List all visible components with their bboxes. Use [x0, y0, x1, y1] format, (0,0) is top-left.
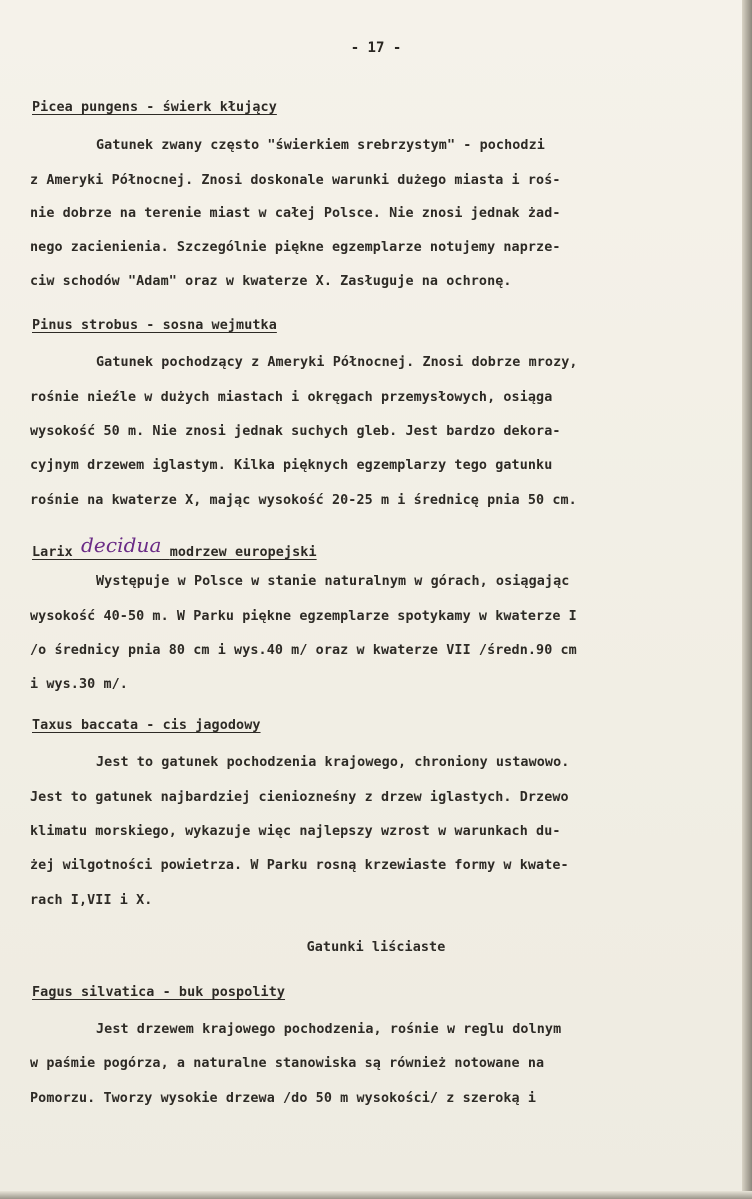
text-line: Pomorzu. Tworzy wysokie drzewa /do 50 m wysokości/ z szeroką i	[30, 1091, 537, 1106]
text-line: w paśmie pogórza, a naturalne stanowiska są również notowane na	[30, 1056, 545, 1071]
text-line: klimatu morskiego, wykazuje więc najlepszy wzrost w warunkach du-	[30, 824, 561, 839]
heading-picea: Picea pungens - świerk kłujący	[32, 100, 277, 115]
text-line: Gatunek zwany często "świerkiem srebrzystym" - pochodzi	[96, 138, 545, 153]
text-line: wysokość 50 m. Nie znosi jednak suchych gleb. Jest bardzo dekora-	[30, 424, 561, 439]
page-edge-right	[742, 0, 752, 1199]
heading-pinus: Pinus strobus - sosna wejmutka	[32, 318, 277, 333]
text-line: Jest to gatunek najbardziej cieniozneśny z drzew iglastych. Drzewo	[30, 790, 569, 805]
handwritten-correction: decidua	[80, 533, 162, 557]
text-line: i wys.30 m/.	[30, 677, 128, 692]
heading-larix-common: modrzew europejski	[169, 545, 317, 560]
page-edge-bottom	[0, 1191, 752, 1199]
text-line: Gatunek pochodzący z Ameryki Północnej. Znosi dobrze mrozy,	[96, 355, 578, 370]
text-line: Jest drzewem krajowego pochodzenia, rośnie w reglu dolnym	[96, 1022, 562, 1037]
text-line: żej wilgotności powietrza. W Parku rosną krzewiaste formy w kwate-	[30, 858, 569, 873]
page-number: - 17 -	[350, 40, 402, 56]
section-subtitle: Gatunki liściaste	[306, 940, 446, 955]
text-line: rośnie nieźle w dużych miastach i okręgach przemysłowych, osiąga	[30, 390, 553, 405]
heading-taxus: Taxus baccata - cis jagodowy	[32, 718, 261, 733]
text-line: Występuje w Polsce w stanie naturalnym w górach, osiągając	[96, 574, 570, 589]
text-line: rośnie na kwaterze X, mając wysokość 20-25 m i średnicę pnia 50 cm.	[30, 493, 577, 508]
text-line: Jest to gatunek pochodzenia krajowego, chroniony ustawowo.	[96, 755, 570, 770]
text-line: nego zacienienia. Szczególnie piękne egzemplarze notujemy naprze-	[30, 240, 561, 255]
text-line: nie dobrze na terenie miast w całej Polsce. Nie znosi jednak żad-	[30, 206, 561, 221]
heading-fagus: Fagus silvatica - buk pospolity	[32, 985, 286, 1000]
text-line: cyjnym drzewem iglastym. Kilka pięknych egzemplarzy tego gatunku	[30, 458, 553, 473]
text-line: rach I,VII i X.	[30, 893, 153, 908]
text-line: /o średnicy pnia 80 cm i wys.40 m/ oraz w kwaterze VII /średn.90 cm	[30, 643, 577, 658]
text-line: wysokość 40-50 m. W Parku piękne egzemplarze spotykamy w kwaterze I	[30, 609, 577, 624]
heading-larix	[32, 533, 317, 561]
heading-larix-genus: Larix	[32, 545, 73, 560]
text-line: ciw schodów "Adam" oraz w kwaterze X. Zasługuje na ochronę.	[30, 274, 512, 289]
text-line: z Ameryki Północnej. Znosi doskonale warunki dużego miasta i roś-	[30, 173, 561, 188]
